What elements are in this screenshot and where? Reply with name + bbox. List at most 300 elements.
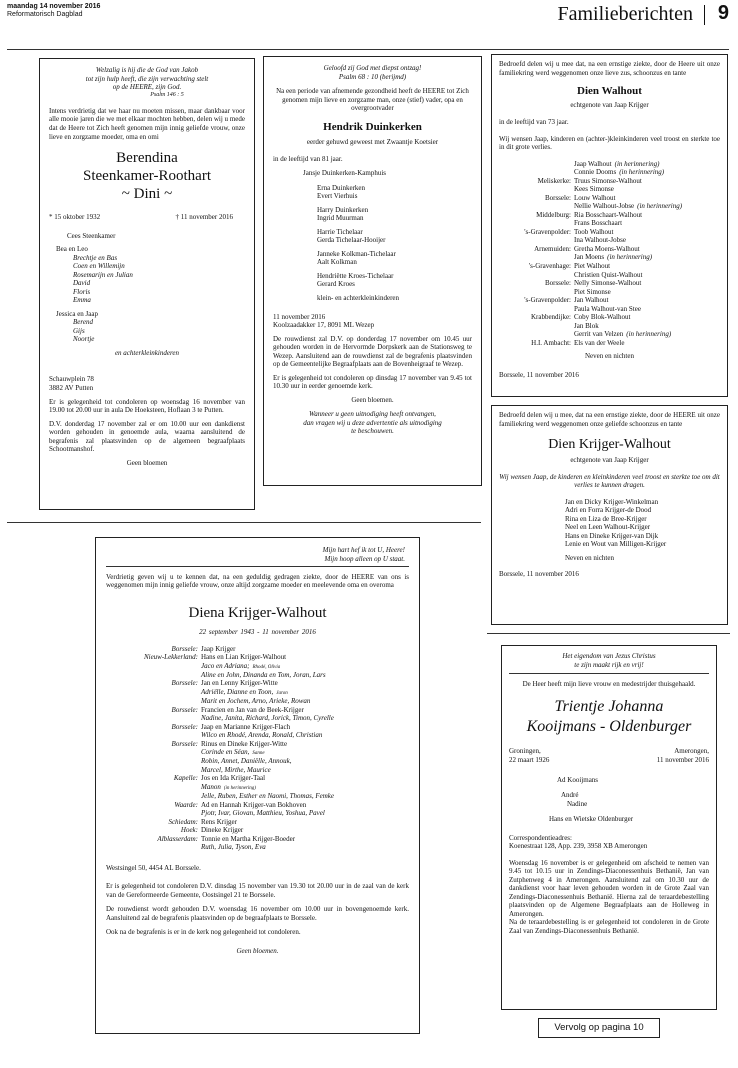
place-label xyxy=(499,185,571,194)
member-text: Gerrit van Velzen xyxy=(574,330,624,339)
member-name xyxy=(201,662,409,671)
place-label xyxy=(499,271,571,280)
place-label: Hoek: xyxy=(180,826,198,835)
grandchild: Coen en Willemijn xyxy=(73,262,125,271)
member-text: Manon xyxy=(201,782,221,791)
notice-date: 11 november 2016 xyxy=(273,312,326,321)
verse-line: te zijn maakt rijk en vrij! xyxy=(574,660,644,669)
child: Harrie Tichelaar xyxy=(317,227,363,236)
verse-line: Welzalig is hij die de God van Jakob xyxy=(95,66,199,74)
birth-date: 22 maart 1926 xyxy=(509,755,550,764)
husband: Ad Kooijmans xyxy=(557,776,599,785)
place-label xyxy=(499,305,571,314)
member-name xyxy=(574,194,720,203)
obituary-diena-krijger-walhout xyxy=(95,537,420,1034)
family-row xyxy=(106,740,409,749)
member-text: Christien Quist-Walhout xyxy=(574,270,643,279)
page-number: 9 xyxy=(717,2,729,24)
deceased-name: Dien Krijger-Walhout xyxy=(548,437,671,453)
place-label: Borssele: xyxy=(171,705,198,714)
member-note: (in herinnering) xyxy=(614,159,660,168)
member-name xyxy=(201,783,409,792)
wish: Wij wensen Jaap, kinderen en (achter-)kleinkinderen veel troost en sterkte toe in dit grote verlies. xyxy=(499,134,720,152)
family-row xyxy=(499,288,720,297)
place-label: Borssele: xyxy=(171,679,198,688)
child: Hendriëtte Kroes-Tichelaar xyxy=(317,271,394,280)
condolence-info: Er is gelegenheid tot condoleren op woensdag 16 november van 19.00 tot 20.00 uur in aula De Hoeksteen, Hoflaan 3 te Putten. xyxy=(49,397,245,415)
place-label xyxy=(106,843,198,852)
column-rule xyxy=(7,522,481,523)
member-text: Wilco en Rhodé, Arenda, Ronald, Christian xyxy=(201,731,323,740)
family-list xyxy=(106,645,409,852)
verse-line: Het eigendom van Jezus Christus xyxy=(562,652,656,660)
family-row xyxy=(499,160,720,169)
note-line: dan vragen wij u deze advertentie als uitnodiging xyxy=(303,418,442,427)
member-name xyxy=(574,202,720,211)
no-flowers: Geen bloemen. xyxy=(351,395,394,404)
family-row xyxy=(106,843,409,852)
member-name xyxy=(574,313,720,322)
family-member: Adri en Forra Krijger-de Dood xyxy=(565,506,652,515)
family-row xyxy=(106,723,409,732)
column-rule-right xyxy=(487,633,730,634)
verse xyxy=(49,66,245,99)
child-partner: Ingrid Muurman xyxy=(317,214,364,223)
place-label xyxy=(499,202,571,211)
address-street: Schauwplein 78 xyxy=(49,375,94,384)
newspaper-name: Reformatorisch Dagblad xyxy=(7,11,83,19)
verse xyxy=(509,652,709,669)
divider xyxy=(106,566,409,567)
member-note: Rhodé, Olivia xyxy=(252,664,281,670)
intro: Na een periode van afnemende gezondheid heeft de HEERE tot Zich genomen mijn lieve en zorgzame man, onze (stief) vader, opa en overgrootvader xyxy=(276,87,469,113)
place-label: Nieuw-Lekkerland: xyxy=(143,653,198,662)
member-name xyxy=(201,731,409,740)
place-label xyxy=(499,288,571,297)
member-text: Paula Walhout-van Stee xyxy=(574,304,641,313)
family-row xyxy=(106,792,409,801)
place-label: 's-Gravenpolder: xyxy=(524,296,571,305)
member-name xyxy=(201,757,409,766)
grandchildren: klein- en achterkleinkinderen xyxy=(317,293,400,302)
obituary-dien-walhout xyxy=(491,54,728,397)
family-row xyxy=(499,228,720,237)
place-label: Arnemuiden: xyxy=(534,244,571,253)
place-label: Borssele: xyxy=(171,644,198,653)
family-row xyxy=(106,645,409,654)
place-label xyxy=(106,671,198,680)
member-text: Louw Walhout xyxy=(574,193,616,202)
member-name xyxy=(201,671,409,680)
member-name xyxy=(201,835,409,844)
birth-date: * 15 oktober 1932 xyxy=(49,213,101,222)
member-name xyxy=(201,766,409,775)
member-name xyxy=(201,809,409,818)
family-row xyxy=(106,748,409,757)
wish: Wij wensen Jaap, de kinderen en kleinkinderen veel troost en sterkte toe om dit verlies te kunnen dragen. xyxy=(499,472,720,490)
intro: De Heer heeft mijn lieve vrouw en medestrijder thuisgehaald. xyxy=(522,679,696,688)
death-date: † 11 november 2016 xyxy=(175,213,233,222)
great-grandchildren: en achterkleinkinderen xyxy=(114,348,180,357)
place-label xyxy=(106,766,198,775)
member-text: Toob Walhout xyxy=(574,227,614,236)
member-text: Pjotr, Ivar, Giovan, Matthieu, Yoshua, Pavel xyxy=(201,809,325,818)
family-row xyxy=(106,653,409,662)
member-text: Jaco en Adriana; xyxy=(201,661,250,670)
member-text: Ad en Hannah Krijger-van Bokhoven xyxy=(201,800,307,809)
member-name xyxy=(201,843,409,852)
correspondence xyxy=(509,834,709,851)
member-note: (in herinnering) xyxy=(619,168,665,177)
member-text: Adriëlle, Dianne en Toon, xyxy=(201,687,274,696)
family-row xyxy=(106,706,409,715)
death-place: Amerongen, xyxy=(674,747,709,756)
children xyxy=(509,791,709,808)
family-row xyxy=(106,809,409,818)
member-text: Jan Moens xyxy=(574,253,605,262)
age: in de leeftijd van 73 jaar. xyxy=(499,118,569,126)
divider xyxy=(509,673,709,674)
family-row xyxy=(106,714,409,723)
verse-line: op de HEERE, zijn God. xyxy=(112,83,182,92)
member-name xyxy=(574,330,720,339)
place-label xyxy=(499,219,571,228)
verse xyxy=(273,64,472,81)
place-label xyxy=(106,662,198,671)
member-name xyxy=(201,679,409,688)
family: Hans en Wietske Oldenburger xyxy=(549,815,634,824)
intro: Bedroefd delen wij u mee, dat na een ernstige ziekte, door de HEERE uit onze familiekring werd weggenomen onze geliefde schoonzus en tante xyxy=(499,411,720,428)
grandchild: Berend xyxy=(73,318,93,327)
service-info: De rouwdienst wordt gehouden D.V. woensdag 16 november om 10.00 uur in bovengenoemde kerk. Aansluitend zal de begrafenis plaatsvinden op de begraafplaats te Borssele. xyxy=(106,905,409,922)
place-label xyxy=(499,160,571,169)
service-info: De rouwdienst zal D.V. op donderdag 17 november om 10.45 uur gehouden worden in de Hervormde Dorpskerk aan de Stationsweg te Wezep. Aansluitend aan de rouwdienst zal de begrafenis plaatsvinden op de Gemeentelijke Begraafplaats aan de Bovenheigraaf te Wezep. xyxy=(273,334,472,369)
family-list xyxy=(499,160,720,348)
member-name xyxy=(574,339,720,348)
family-list xyxy=(499,498,720,549)
place-label xyxy=(106,792,198,801)
family-row xyxy=(106,662,409,671)
family-row xyxy=(499,211,720,220)
verse xyxy=(106,546,409,563)
member-note: (in herinnering) xyxy=(637,202,683,211)
obituary-trientje-johanna xyxy=(501,645,717,1010)
member-name xyxy=(201,818,409,827)
family-husband: Cees Steenkamer xyxy=(67,231,116,240)
member-text: Ina Walhout-Jobse xyxy=(574,236,626,245)
member-name xyxy=(201,697,409,706)
member-name xyxy=(574,228,720,237)
member-text: Coby Blok-Walhout xyxy=(574,313,631,322)
member-name xyxy=(201,688,409,697)
member-text: Ria Bosschaart-Walhout xyxy=(574,210,643,219)
family-member: Lenie en Wout van Milligen-Krijger xyxy=(565,540,667,549)
place-label xyxy=(106,688,198,697)
family-row xyxy=(499,245,720,254)
member-text: Jan Blok xyxy=(574,321,599,330)
place-label xyxy=(499,236,571,245)
member-name xyxy=(574,160,720,169)
member-text: Nadine, Janita, Richard, Jorick, Timon, Cyrelle xyxy=(201,714,334,723)
spouse: echtgenote van Jaap Krijger xyxy=(570,101,649,110)
surname: Steenkamer-Roothart xyxy=(83,168,211,185)
place-label: Schiedam: xyxy=(168,817,198,826)
place-label xyxy=(499,322,571,331)
family-child: Jessica en Jaap xyxy=(56,309,98,318)
masthead-left xyxy=(7,3,100,19)
member-name xyxy=(201,653,409,662)
member-name xyxy=(574,177,720,186)
member-note: Sanne xyxy=(252,751,265,757)
member-name xyxy=(201,645,409,654)
no-flowers: Geen bloemen xyxy=(126,458,168,467)
child-partner: Aalt Kolkman xyxy=(317,258,357,267)
family-row xyxy=(499,330,720,339)
life-dates xyxy=(509,747,709,764)
member-text: Jaap Krijger xyxy=(201,644,236,653)
child-partner: Evert Vierhuis xyxy=(317,192,358,201)
place-date: Borssele, 11 november 2016 xyxy=(499,570,579,579)
condolence-info: Er is gelegenheid tot condoleren op dinsdag 17 november van 9.45 tot 10.30 uur in eerder genoemde kerk. xyxy=(273,373,472,391)
child: Erna Duinkerken xyxy=(317,183,366,192)
member-text: Gretha Moens-Walhout xyxy=(574,244,640,253)
member-name xyxy=(574,219,720,228)
place-label: 's-Gravenpolder: xyxy=(524,227,571,236)
place-label xyxy=(499,330,571,339)
place-label: Middelburg: xyxy=(536,210,571,219)
place-label: Borssele: xyxy=(544,193,571,202)
family-row xyxy=(106,826,409,835)
family-row xyxy=(106,697,409,706)
member-name xyxy=(574,279,720,288)
header-rule xyxy=(7,49,729,50)
family-row xyxy=(499,313,720,322)
member-name xyxy=(574,262,720,271)
verse-line: Mijn hoop alleen op U staat. xyxy=(324,554,405,563)
family-row xyxy=(106,818,409,827)
member-name xyxy=(201,774,409,783)
obituary-berendina xyxy=(39,58,255,510)
grandchildren xyxy=(49,318,245,344)
member-name xyxy=(201,792,409,801)
family-row xyxy=(499,253,720,262)
verse-line: tot zijn hulp heeft, die zijn verwachting stelt xyxy=(85,74,209,83)
family-row xyxy=(499,185,720,194)
place-label xyxy=(499,168,571,177)
no-flowers: Geen bloemen. xyxy=(236,946,279,955)
place-label: Borssele: xyxy=(544,279,571,288)
place-label: Waarde: xyxy=(174,800,198,809)
intro: Bedroefd delen wij u mee dat, na een ernstige ziekte, door de Heere uit onze familiekring werd weggenomen onze lieve zus, schoonzus en tante xyxy=(499,60,720,77)
member-text: Jan Walhout xyxy=(574,296,609,305)
note-line: Wanneer u geen uitnodiging heeft ontvangen, xyxy=(309,410,436,419)
family-row xyxy=(499,177,720,186)
member-note: (in herinnering) xyxy=(626,330,672,339)
deceased-name xyxy=(49,149,245,203)
member-name xyxy=(574,288,720,297)
place-label xyxy=(499,253,571,262)
member-name xyxy=(574,168,720,177)
place-label: Alblasserdam: xyxy=(157,834,198,843)
member-text: Rinus en Dineke Krijger-Witte xyxy=(201,739,288,748)
member-text: Frans Bosschaart xyxy=(574,219,623,228)
after-funeral-info: Ook na de begrafenis is er in de kerk nog gelegenheid tot condoleren. xyxy=(106,928,301,937)
member-text: Corinde en Séan, xyxy=(201,748,250,757)
intro: Verdrietig geven wij u te kennen dat, na een geduldig gedragen ziekte, door de HEERE van ons is weggenomen mijn innig geliefde vrouw, onze altijd zorgzame moeder en meelevende oma en overoma xyxy=(106,572,409,590)
grandchild: Noortje xyxy=(73,335,95,344)
note-line: te beschouwen. xyxy=(351,427,394,436)
family-row xyxy=(106,757,409,766)
member-text: Nellie Walhout-Jobse xyxy=(574,202,635,211)
member-text: Truus Simonse-Walhout xyxy=(574,176,642,185)
age: in de leeftijd van 81 jaar. xyxy=(273,154,343,163)
member-name xyxy=(201,706,409,715)
member-text: Rens Krijger xyxy=(201,817,237,826)
family-row xyxy=(499,194,720,203)
place-label xyxy=(106,757,198,766)
child-partner: Gerda Tichelaar-Hooijer xyxy=(317,236,386,245)
member-name xyxy=(574,211,720,220)
place-label xyxy=(106,714,198,723)
family-member: Jan en Dicky Krijger-Winkelman xyxy=(565,497,659,506)
first-name: Berendina xyxy=(116,150,178,167)
place-label: Borssele: xyxy=(171,739,198,748)
member-text: Kees Simonse xyxy=(574,185,614,194)
place-label: Meliskerke: xyxy=(537,176,571,185)
surname: Kooijmans - Oldenburger xyxy=(526,718,692,736)
member-name xyxy=(201,714,409,723)
member-text: Marcel, Mirthe, Maurice xyxy=(201,765,271,774)
member-name xyxy=(574,271,720,280)
member-text: Connie Dooms xyxy=(574,168,617,177)
correspondence-label: Correspondentieadres: xyxy=(509,833,572,842)
family-row xyxy=(106,774,409,783)
condolence-info: Er is gelegenheid tot condoleren D.V. dinsdag 15 november van 19.30 tot 20.00 uur in de zaal van de kerk van de Gereformeerde Gemeente, Oostsingel 21 te Borssele. xyxy=(106,882,409,899)
member-note: Jaron xyxy=(276,690,288,696)
child: Nadine xyxy=(567,799,588,808)
family-row xyxy=(499,236,720,245)
family-row xyxy=(106,731,409,740)
nephews-nieces: Neven en nichten xyxy=(565,553,614,562)
member-text: Robin, Annet, Daniëlle, Annouk, xyxy=(201,757,292,766)
place-label: H.I. Ambacht: xyxy=(531,338,571,347)
address: Koolzaadakker 17, 8091 ML Wezep xyxy=(273,321,375,330)
child-partner: Gerard Kroes xyxy=(317,280,355,289)
member-note: (in herinnering) xyxy=(607,253,653,262)
service-info: D.V. donderdag 17 november zal er om 10.00 uur een dankdienst worden gehouden in genoemde aula, waarna aansluitend de begrafenis zal plaatsvinden op de algemeen begraafplaats Schootmanshof. xyxy=(49,419,245,454)
family-row xyxy=(499,219,720,228)
title-divider xyxy=(704,5,706,25)
place-label: Krabbendijke: xyxy=(530,313,571,322)
grandchild: David xyxy=(73,279,91,288)
verse-line: Geloofd zij God met diepst ontzag! xyxy=(323,64,422,72)
previous-spouse: eerder gehuwd geweest met Zwaantje Koetsier xyxy=(306,138,439,147)
member-text: Francien en Jan van de Beek-Krijger xyxy=(201,705,304,714)
family-row xyxy=(106,835,409,844)
member-text: Ruth, Julia, Tyson, Eva xyxy=(201,843,266,852)
member-text: Aline en John, Dinanda en Tom, Joran, Lars xyxy=(201,670,326,679)
condolence-info: Na de teraardebestelling is er gelegenheid tot condoleren in de Grote Zaal van Zendings-Diaconessenhuis Bethanië. xyxy=(509,918,709,935)
deceased-name xyxy=(509,697,709,737)
grandchildren xyxy=(49,254,245,305)
member-name xyxy=(574,185,720,194)
family-row xyxy=(499,339,720,348)
member-text: Jaap en Marianne Krijger-Flach xyxy=(201,722,291,731)
widow: Jansje Duinkerken-Kamphuis xyxy=(303,169,387,178)
life-dates: 22 september 1943 - 11 november 2016 xyxy=(199,628,316,637)
family-row xyxy=(106,801,409,810)
family-row xyxy=(499,262,720,271)
place-label xyxy=(106,697,198,706)
spouse: echtgenote van Jaap Krijger xyxy=(570,456,649,465)
family-child: Bea en Leo xyxy=(56,245,88,254)
member-text: Piet Walhout xyxy=(574,261,611,270)
member-text: Hans en Lian Krijger-Walhout xyxy=(201,653,287,662)
family-row xyxy=(106,766,409,775)
member-text: Dineke Krijger xyxy=(201,826,244,835)
place-label xyxy=(106,731,198,740)
invitation-note xyxy=(273,410,472,436)
children-list xyxy=(273,184,472,303)
deceased-name: Dien Walhout xyxy=(577,85,642,98)
member-name xyxy=(201,740,409,749)
place-label: Borssele: xyxy=(171,722,198,731)
place-label xyxy=(106,809,198,818)
family-row xyxy=(499,322,720,331)
deceased-name: Hendrik Duinkerken xyxy=(323,120,422,133)
member-text: Jan en Lenny Krijger-Witte xyxy=(201,679,278,688)
member-name xyxy=(574,245,720,254)
member-text: Tonnie en Martha Krijger-Boeder xyxy=(201,834,296,843)
grandchild: Gijs xyxy=(73,326,85,335)
member-name xyxy=(574,253,720,262)
family-row xyxy=(499,271,720,280)
service-info: Woensdag 16 november is er gelegenheid om afscheid te nemen van 9.45 tot 10.15 uur in Zendings-Diaconessenhuis Bethanië, Jan van Zutphenweg 4 in Amerongen. Aansluitend zal om 10.30 uur de dankdienst voor haar leven gehouden worden in de Grote Zaal van Zendings-Diaconessenhuis Bethanië. Hierna zal de teraardebestelling plaatsvinden op de Algemene Begraafplaats aan de Holleweg in Amerongen. xyxy=(509,858,709,918)
member-text: Marit en Jochem, Arno, Arieke, Rowan xyxy=(201,697,311,706)
member-text: Piet Simonse xyxy=(574,287,611,296)
member-text: Nelly Simonse-Walhout xyxy=(574,279,642,288)
family-row xyxy=(106,671,409,680)
member-name xyxy=(201,748,409,757)
continued-link[interactable]: Vervolg op pagina 10 xyxy=(538,1018,660,1038)
grandchild: Rosemarijn en Julian xyxy=(73,270,133,279)
place-label xyxy=(106,783,198,792)
member-text: Jos en Ida Krijger-Taal xyxy=(201,774,266,783)
family-row xyxy=(499,168,720,177)
nickname: ~ Dini ~ xyxy=(121,186,173,203)
member-name xyxy=(574,322,720,331)
verse-ref: Psalm 146 : 5 xyxy=(150,91,184,98)
address xyxy=(49,375,245,392)
family-member: Neel en Leen Walhout-Krijger xyxy=(565,523,651,532)
family-row xyxy=(499,279,720,288)
address: Westsingel 50, 4454 AL Borssele. xyxy=(106,863,201,872)
grandchild: Floris xyxy=(73,287,91,296)
obituary-dien-krijger-walhout xyxy=(491,405,728,625)
verse-ref: Psalm 68 : 10 (berijmd) xyxy=(338,72,407,81)
family-row xyxy=(106,679,409,688)
family-row xyxy=(106,688,409,697)
child: André xyxy=(561,790,579,799)
child: Janneke Kolkman-Tichelaar xyxy=(317,249,396,258)
member-name xyxy=(574,305,720,314)
issue-date: maandag 14 november 2016 xyxy=(7,3,101,10)
member-text: Els van der Weele xyxy=(574,338,625,347)
family-member: Hans en Dineke Krijger-van Dijk xyxy=(565,531,659,540)
first-names: Trientje Johanna xyxy=(554,698,664,716)
member-note: (in herinnering) xyxy=(223,785,256,791)
death-date: 11 november 2016 xyxy=(656,755,709,764)
